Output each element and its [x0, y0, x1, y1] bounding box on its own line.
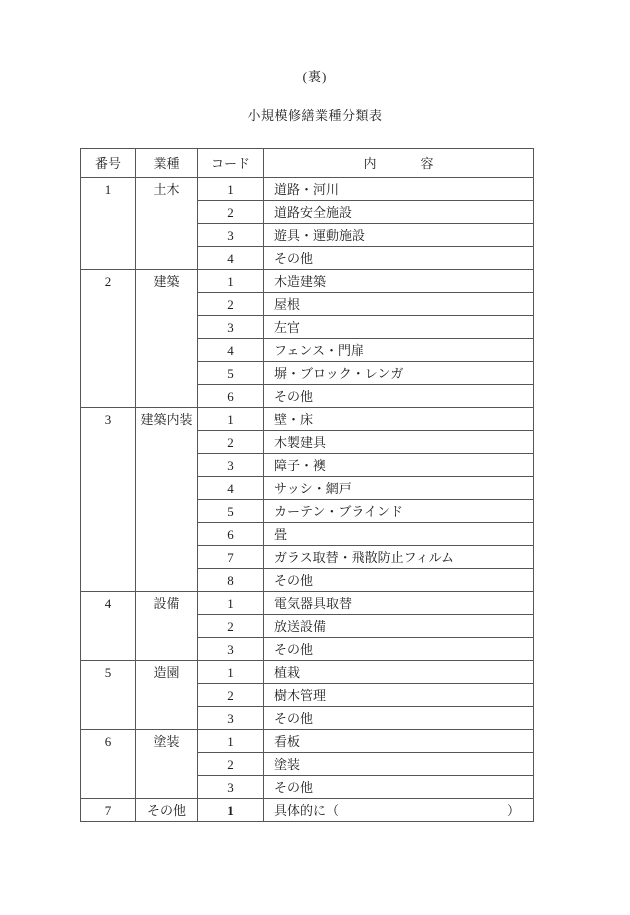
item-content: 左官 [264, 316, 534, 339]
section-number: 6 [81, 730, 136, 799]
table-row [81, 592, 534, 615]
header-content [264, 149, 534, 178]
item-content: その他 [264, 707, 534, 730]
item-content: 道路安全施設 [264, 201, 534, 224]
item-content: その他 [264, 569, 534, 592]
item-content: 道路・河川 [264, 178, 534, 201]
document-title: 小規模修繕業種分類表 [247, 108, 383, 123]
item-content [264, 799, 534, 822]
item-code: 2 [198, 293, 264, 316]
item-content: 木造建築 [264, 270, 534, 293]
item-code: 3 [198, 224, 264, 247]
item-code: 1 [198, 178, 264, 201]
item-code: 7 [198, 546, 264, 569]
header-content-right: 容 [420, 155, 434, 171]
item-code: 1 [198, 270, 264, 293]
table-row [81, 661, 534, 684]
item-content: サッシ・網戸 [264, 477, 534, 500]
header-industry: 業種 [136, 149, 198, 178]
section-industry: 土木 [136, 178, 198, 270]
item-content: 塀・ブロック・レンガ [264, 362, 534, 385]
item-code: 2 [198, 431, 264, 454]
section-industry: 設備 [136, 592, 198, 661]
page-side-label: (裏) [302, 69, 328, 84]
classification-table [80, 148, 534, 822]
item-code: 3 [198, 454, 264, 477]
item-content: ガラス取替・飛散防止フィルム [264, 546, 534, 569]
item-content: 樹木管理 [264, 684, 534, 707]
section-number: 5 [81, 661, 136, 730]
item-content: その他 [264, 385, 534, 408]
item-content: フェンス・門扉 [264, 339, 534, 362]
section-number: 4 [81, 592, 136, 661]
header-number: 番号 [81, 149, 136, 178]
item-content: カーテン・ブラインド [264, 500, 534, 523]
item-content-fillin [274, 804, 533, 817]
table-row [81, 799, 534, 822]
table-row [81, 408, 534, 431]
section-industry: 塗装 [136, 730, 198, 799]
item-content: 遊具・運動施設 [264, 224, 534, 247]
item-content: その他 [264, 776, 534, 799]
section-number: 1 [81, 178, 136, 270]
item-code: 2 [198, 753, 264, 776]
section-number: 3 [81, 408, 136, 592]
header-content-left: 内 [363, 155, 377, 171]
item-content-open: 具体的に（ [274, 802, 340, 818]
item-content: 植栽 [264, 661, 534, 684]
section-number: 2 [81, 270, 136, 408]
item-code: 3 [198, 776, 264, 799]
item-code: 3 [198, 638, 264, 661]
section-industry: 建築 [136, 270, 198, 408]
table-row [81, 270, 534, 293]
item-code: 1 [198, 661, 264, 684]
item-code: 4 [198, 247, 264, 270]
section-industry: 建築内装 [136, 408, 198, 592]
item-content: 木製建具 [264, 431, 534, 454]
item-code: 3 [198, 316, 264, 339]
table-header-row [81, 149, 534, 178]
item-content: その他 [264, 247, 534, 270]
item-code: 2 [198, 684, 264, 707]
table-header [81, 149, 534, 178]
table-row [81, 730, 534, 753]
item-content: 壁・床 [264, 408, 534, 431]
item-code: 8 [198, 569, 264, 592]
item-code: 2 [198, 201, 264, 224]
item-code: 4 [198, 339, 264, 362]
item-code: 3 [198, 707, 264, 730]
item-content: その他 [264, 638, 534, 661]
table-row [81, 178, 534, 201]
section-industry: その他 [136, 799, 198, 822]
item-code: 1 [198, 799, 264, 822]
item-content: 電気器具取替 [264, 592, 534, 615]
item-content: 看板 [264, 730, 534, 753]
item-code: 4 [198, 477, 264, 500]
item-code: 6 [198, 385, 264, 408]
section-number: 7 [81, 799, 136, 822]
table-body [81, 178, 534, 822]
item-content: 塗装 [264, 753, 534, 776]
item-code: 1 [198, 592, 264, 615]
item-code: 2 [198, 615, 264, 638]
header-code: コード [198, 149, 264, 178]
item-code: 1 [198, 408, 264, 431]
item-content: 放送設備 [264, 615, 534, 638]
item-content-close: ） [506, 802, 520, 818]
item-content: 畳 [264, 523, 534, 546]
item-code: 1 [198, 730, 264, 753]
item-content: 障子・襖 [264, 454, 534, 477]
item-code: 5 [198, 362, 264, 385]
item-content: 屋根 [264, 293, 534, 316]
section-industry: 造園 [136, 661, 198, 730]
item-code: 6 [198, 523, 264, 546]
header-content-label [363, 157, 433, 170]
item-code: 5 [198, 500, 264, 523]
